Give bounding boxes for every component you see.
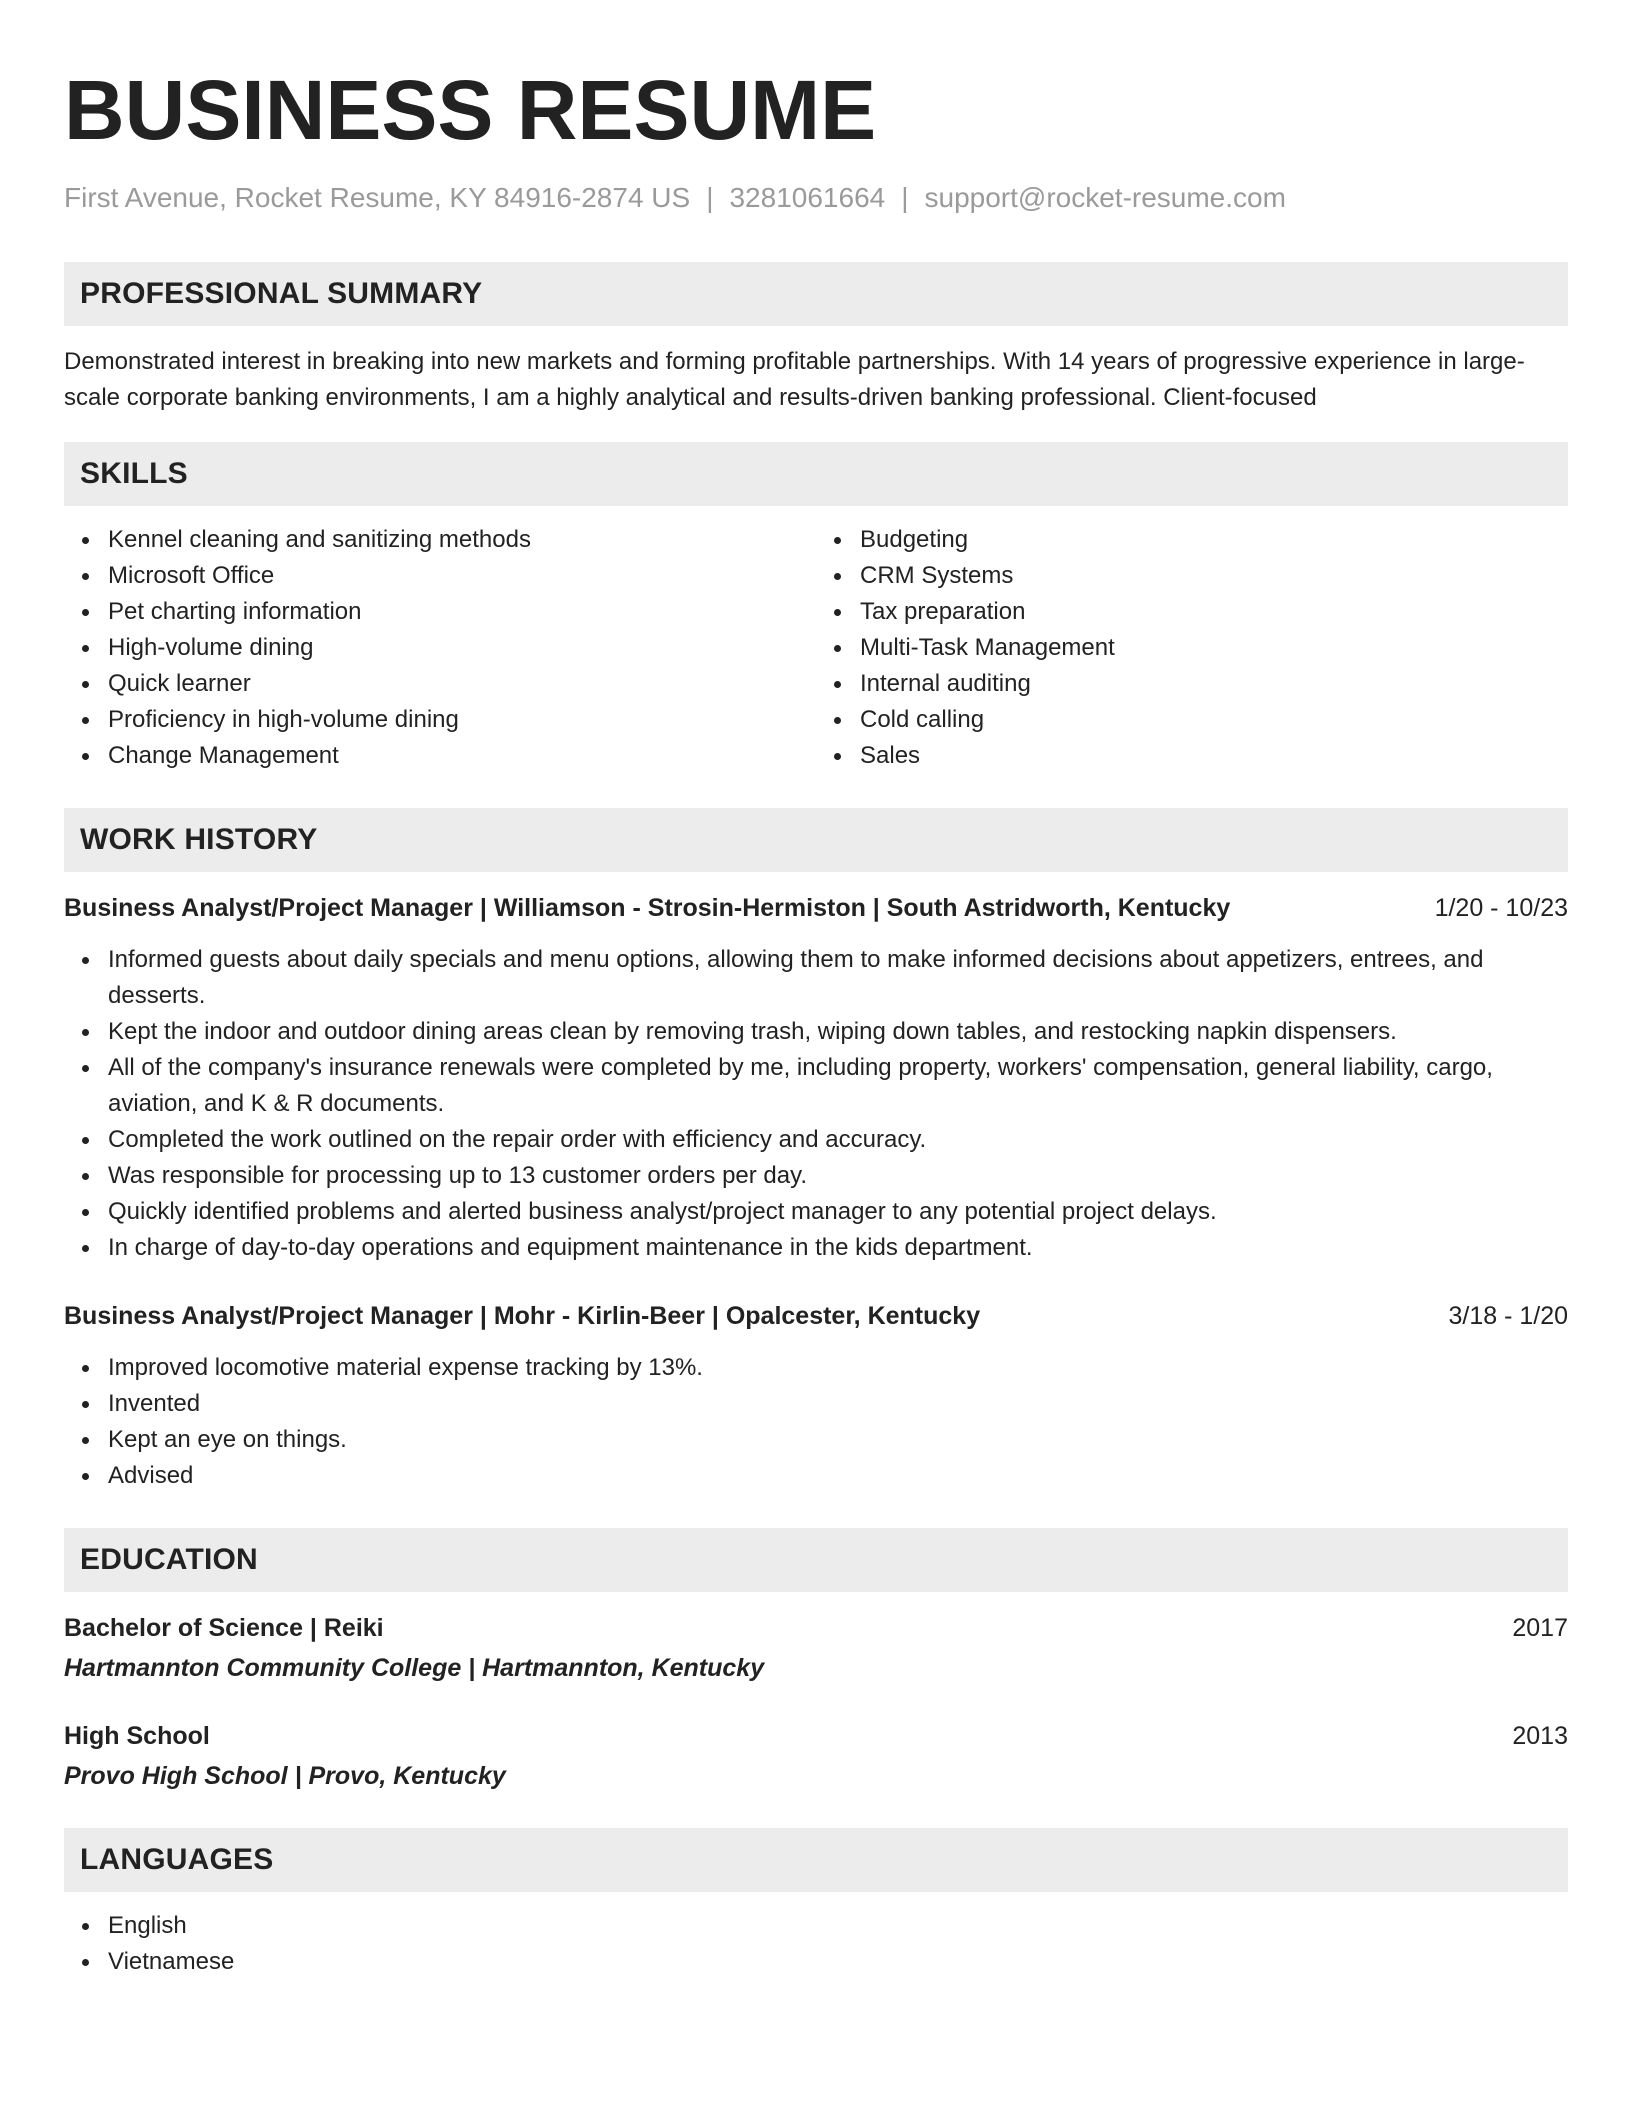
skills-column-right <box>816 522 1568 774</box>
list-item: Multi-Task Management <box>816 630 1568 666</box>
education-school: Provo High School | Provo, Kentucky <box>64 1762 506 1790</box>
contact-separator: | <box>901 182 909 213</box>
job-bullets <box>64 942 1568 1266</box>
education-entry <box>64 1610 1568 1686</box>
languages-list <box>64 1908 1568 1980</box>
job-bullets <box>64 1350 1568 1494</box>
list-item: Improved locomotive material expense tracking by 13%. <box>64 1350 1568 1386</box>
education-school: Hartmannton Community College | Hartmannton, Kentucky <box>64 1654 765 1682</box>
education-header <box>64 1610 1568 1646</box>
list-item: Microsoft Office <box>64 558 816 594</box>
list-item: Was responsible for processing up to 13 customer orders per day. <box>64 1158 1568 1194</box>
job-dates: 3/18 - 1/20 <box>1448 1302 1568 1330</box>
work-history-list <box>64 890 1568 1494</box>
list-item: Budgeting <box>816 522 1568 558</box>
list-item: English <box>64 1908 1568 1944</box>
job-title: Business Analyst/Project Manager | Williamson - Strosin-Hermiston | South Astridworth, Kentucky <box>64 894 1231 922</box>
resume-title: BUSINESS RESUME <box>64 63 877 157</box>
list-item: Kept an eye on things. <box>64 1422 1568 1458</box>
skills-column-left <box>64 522 816 774</box>
list-item: CRM Systems <box>816 558 1568 594</box>
job-title: Business Analyst/Project Manager | Mohr - Kirlin-Beer | Opalcester, Kentucky <box>64 1302 981 1330</box>
list-item: Pet charting information <box>64 594 816 630</box>
list-item: Quick learner <box>64 666 816 702</box>
list-item: Invented <box>64 1386 1568 1422</box>
education-entry <box>64 1718 1568 1794</box>
contact-line <box>64 180 1568 216</box>
education-degree: Bachelor of Science | Reiki <box>64 1614 384 1642</box>
list-item: Change Management <box>64 738 816 774</box>
section-heading-education: EDUCATION <box>64 1528 1568 1592</box>
contact-email: support@rocket-resume.com <box>924 182 1286 213</box>
job-dates: 1/20 - 10/23 <box>1434 894 1568 922</box>
list-item: Internal auditing <box>816 666 1568 702</box>
list-item: In charge of day-to-day operations and equipment maintenance in the kids department. <box>64 1230 1568 1266</box>
education-list <box>64 1610 1568 1794</box>
job-header <box>64 1298 1568 1334</box>
contact-separator: | <box>706 182 714 213</box>
list-item: Tax preparation <box>816 594 1568 630</box>
job-header <box>64 890 1568 926</box>
list-item: Advised <box>64 1458 1568 1494</box>
section-heading-languages: LANGUAGES <box>64 1828 1568 1892</box>
list-item: All of the company's insurance renewals were completed by me, including property, workers' compensation, general liability, cargo, aviation, and K & R documents. <box>64 1050 1568 1122</box>
education-degree: High School <box>64 1722 210 1750</box>
list-item: Kept the indoor and outdoor dining areas clean by removing trash, wiping down tables, and restocking napkin dispensers. <box>64 1014 1568 1050</box>
list-item: Completed the work outlined on the repair order with efficiency and accuracy. <box>64 1122 1568 1158</box>
list-item: Cold calling <box>816 702 1568 738</box>
section-heading-work: WORK HISTORY <box>64 808 1568 872</box>
list-item: Vietnamese <box>64 1944 1568 1980</box>
job-entry <box>64 890 1568 1266</box>
section-heading-summary: PROFESSIONAL SUMMARY <box>64 262 1568 326</box>
education-year: 2017 <box>1512 1614 1568 1642</box>
list-item: Proficiency in high-volume dining <box>64 702 816 738</box>
list-item: Kennel cleaning and sanitizing methods <box>64 522 816 558</box>
contact-phone: 3281061664 <box>729 182 886 213</box>
list-item: Informed guests about daily specials and menu options, allowing them to make informed decisions about appetizers, entrees, and desserts. <box>64 942 1568 1014</box>
list-item: Quickly identified problems and alerted business analyst/project manager to any potential project delays. <box>64 1194 1568 1230</box>
contact-address: First Avenue, Rocket Resume, KY 84916-2874 US <box>64 182 691 213</box>
section-heading-skills: SKILLS <box>64 442 1568 506</box>
education-year: 2013 <box>1512 1722 1568 1750</box>
summary-text: Demonstrated interest in breaking into new markets and forming profitable partnerships. With 14 years of progressive experience in large-scale corporate banking environments, I am a highly analytical and results-driven banking professional. Client-focused <box>64 348 1525 411</box>
list-item: High-volume dining <box>64 630 816 666</box>
education-header <box>64 1718 1568 1754</box>
skills-list <box>64 522 1568 774</box>
list-item: Sales <box>816 738 1568 774</box>
job-entry <box>64 1298 1568 1494</box>
